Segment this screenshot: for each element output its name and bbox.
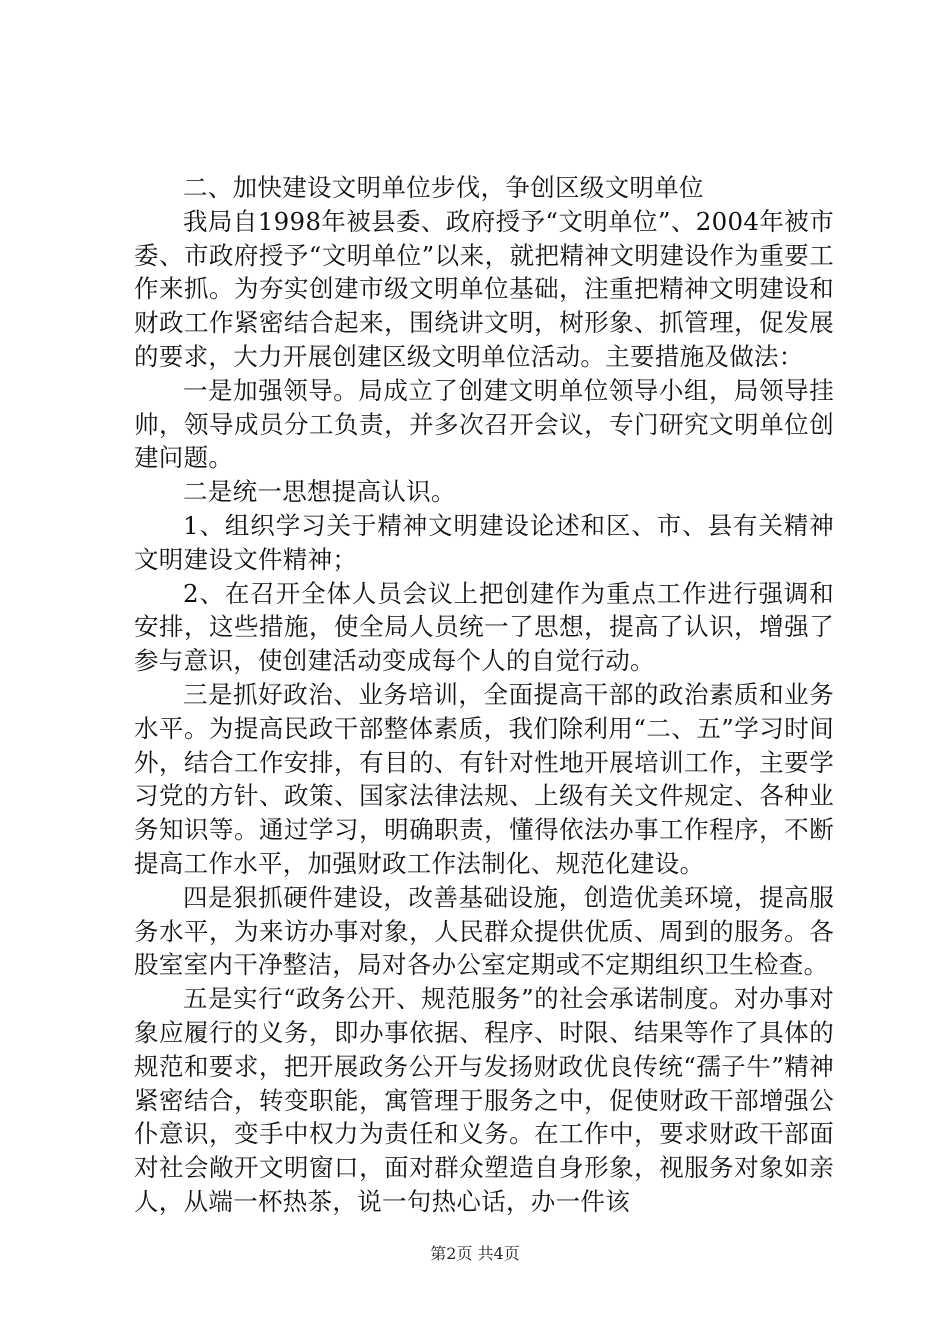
paragraph-unify-thinking: 二是统一思想提高认识。 (183, 477, 456, 507)
paragraph-leadership: 一是加强领导。局成立了创建文明单位领导小组，局领导挂帅，领导成员分工负责，并多次召开会议，专门研究文明单位创建问题。 (134, 375, 834, 473)
paragraph-intro: 我局自1998年被县委、政府授予“文明单位”、2004年被市委、市政府授予“文明单位”以来，就把精神文明建设作为重要工作来抓。为夯实创建市级文明单位基础，注重把精神文明建设和财政工作紧密结合起来，围绕讲文明，树形象、抓管理，促发展的要求，大力开展创建区级文明单位活动。主要措施及做法： (134, 206, 834, 371)
document-body (134, 171, 834, 1219)
page-footer (0, 1244, 950, 1264)
paragraph-public-service: 五是实行“政务公开、规范服务”的社会承诺制度。对办事对象应履行的义务，即办事依据、程序、时限、结果等作了具体的规范和要求，把开展政务公开与发扬财政优良传统“孺子牛”精神紧密结合，转变职能，寓管理于服务之中，促使财政干部增强公仆意识，变手中权力为责任和义务。在工作中，要求财政干部面对社会敞开文明窗口，面对群众塑造自身形象，视服务对象如亲人，从端一杯热茶，说一句热心话，办一件该 (134, 984, 834, 1216)
section-heading: 二、加快建设文明单位步伐，争创区级文明单位 (183, 173, 704, 202)
paragraph-item-2: 2、在召开全体人员会议上把创建作为重点工作进行强调和安排，这些措施，使全局人员统一了思想，提高了认识，增强了参与意识，使创建活动变成每个人的自觉行动。 (134, 578, 834, 676)
paragraph-training: 三是抓好政治、业务培训，全面提高干部的政治素质和业务水平。为提高民政干部整体素质，我们除利用“二、五”学习时间外，结合工作安排，有目的、有针对性地开展培训工作，主要学习党的方针、政策、国家法律法规、上级有关文件规定、各种业务知识等。通过学习，明确职责，懂得依法办事工作程序，不断提高工作水平，加强财政工作法制化、规范化建设。 (134, 679, 834, 878)
page-number: 第2页 共4页 (430, 1244, 520, 1263)
paragraph-infrastructure: 四是狠抓硬件建设，改善基础设施，创造优美环境，提高服务水平，为来访办事对象，人民群众提供优质、周到的服务。各股室室内干净整洁，局对各办公室定期或不定期组织卫生检查。 (134, 882, 834, 980)
paragraph-item-1: 1、组织学习关于精神文明建设论述和区、市、县有关精神文明建设文件精神； (134, 510, 834, 574)
